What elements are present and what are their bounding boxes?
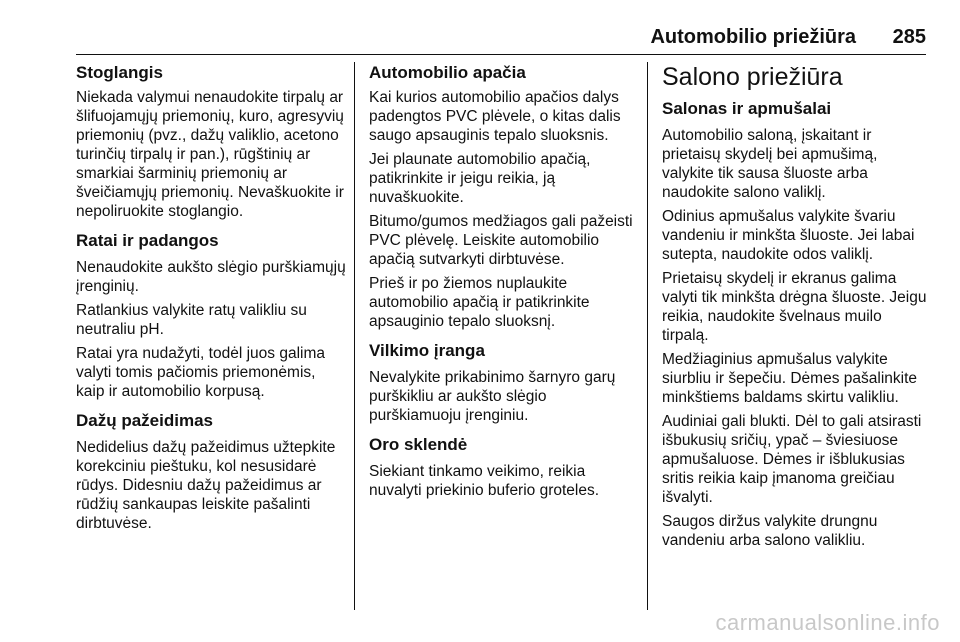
section-towing-equipment — [369, 340, 637, 425]
paragraph: Nevalykite prikabinimo šarnyro garų purškikliu ar aukšto slėgio purškiamuoju įrenginiu. — [369, 369, 616, 424]
paragraph: Kai kurios automobilio apačios dalys padengtos PVC plėvele, o kitas dalis saugo apsauginis tepalo sluoksnis. — [369, 89, 621, 144]
paragraph: Prietaisų skydelį ir ekranus galima valyti tik minkšta drėgna šluoste. Jeigu reikia, naudokite švelnaus muilo tirpalą. — [662, 270, 927, 344]
column-divider — [354, 62, 355, 610]
paragraph: Saugos diržus valykite drungnu vandeniu arba salono valikliu. — [662, 513, 878, 549]
paragraph: Automobilio saloną, įskaitant ir prietaisų skydelį bei apmušimą, valykite tik sausa šluoste arba naudokite salono valiklį. — [662, 127, 878, 201]
page-header — [0, 26, 960, 54]
section-heading: Oro sklendė — [369, 435, 468, 454]
header-title: Automobilio priežiūra — [650, 26, 856, 48]
column-2 — [369, 62, 637, 505]
page-number: 285 — [892, 26, 926, 48]
chapter-title: Salono priežiūra — [662, 63, 843, 91]
section-interior — [662, 98, 932, 550]
section-heading: Automobilio apačia — [369, 63, 526, 82]
header-rule — [76, 54, 926, 55]
paragraph: Ratai yra nudažyti, todėl juos galima valyti tomis pačiomis priemonėmis, kaip ir automobilio korpusą. — [76, 345, 325, 400]
paragraph: Bitumo/gumos medžiagos gali pažeisti PVC plėvelę. Leiskite automobilio apačią sutvarkyti dirbtuvėse. — [369, 213, 633, 268]
section-underbody — [369, 62, 637, 331]
paragraph: Niekada valymui nenaudokite tirpalų ar šlifuojamųjų priemonių, kuro, agresyvių priemonių (pvz., dažų valiklio, acetono turinčių tirpalų ir pan.), rūgštinių ar smarkiai šarminių priemonių ar šveičiamųjų priemonių. Nevaškuokite ir nepoliruokite stoglangio. — [76, 89, 344, 220]
section-sunroof — [76, 62, 348, 221]
section-air-shutter — [369, 434, 637, 500]
section-heading: Ratai ir padangos — [76, 231, 219, 250]
section-paint-damage — [76, 410, 348, 533]
section-heading: Salonas ir apmušalai — [662, 99, 832, 118]
column-3 — [662, 62, 932, 555]
paragraph: Audiniai gali blukti. Dėl to gali atsirasti išbukusių sričių, ypač – šviesiuose apmušaluose. Dėmes ir išblukusias sritis reikia kaip įmanoma greičiau išvalyti. — [662, 413, 922, 506]
paragraph: Siekiant tinkamo veikimo, reikia nuvalyti priekinio buferio groteles. — [369, 463, 600, 499]
paragraph: Prieš ir po žiemos nuplaukite automobilio apačią ir patikrinkite apsauginio tepalo sluoksnį. — [369, 275, 590, 330]
column-1 — [76, 62, 348, 538]
paragraph: Nedidelius dažų pažeidimus užtepkite korekciniu pieštuku, kol nesusidarė rūdys. Didesniu dažų pažeidimus ar rūdžių sankaupas leiskite pašalinti dirbtuvėse. — [76, 439, 336, 532]
paragraph: Jei plaunate automobilio apačią, patikrinkite ir jeigu reikia, ją nuvaškuokite. — [369, 151, 591, 206]
column-divider — [647, 62, 648, 610]
paragraph: Medžiaginius apmušalus valykite siurbliu ir šepečiu. Dėmes pašalinkite minkštiems baldams skirtu valikliu. — [662, 351, 918, 406]
section-heading: Vilkimo įranga — [369, 341, 485, 360]
paragraph: Ratlankius valykite ratų valikliu su neutraliu pH. — [76, 302, 307, 338]
section-heading: Stoglangis — [76, 63, 163, 82]
section-wheels — [76, 230, 348, 401]
paragraph: Odinius apmušalus valykite švariu vandeniu ir minkšta šluoste. Jei labai sutepta, naudokite odos valiklį. — [662, 208, 915, 263]
paragraph: Nenaudokite aukšto slėgio purškiamųjų įrenginių. — [76, 259, 346, 295]
watermark: carmanualsonline.info — [715, 610, 940, 635]
section-heading: Dažų pažeidimas — [76, 411, 213, 430]
